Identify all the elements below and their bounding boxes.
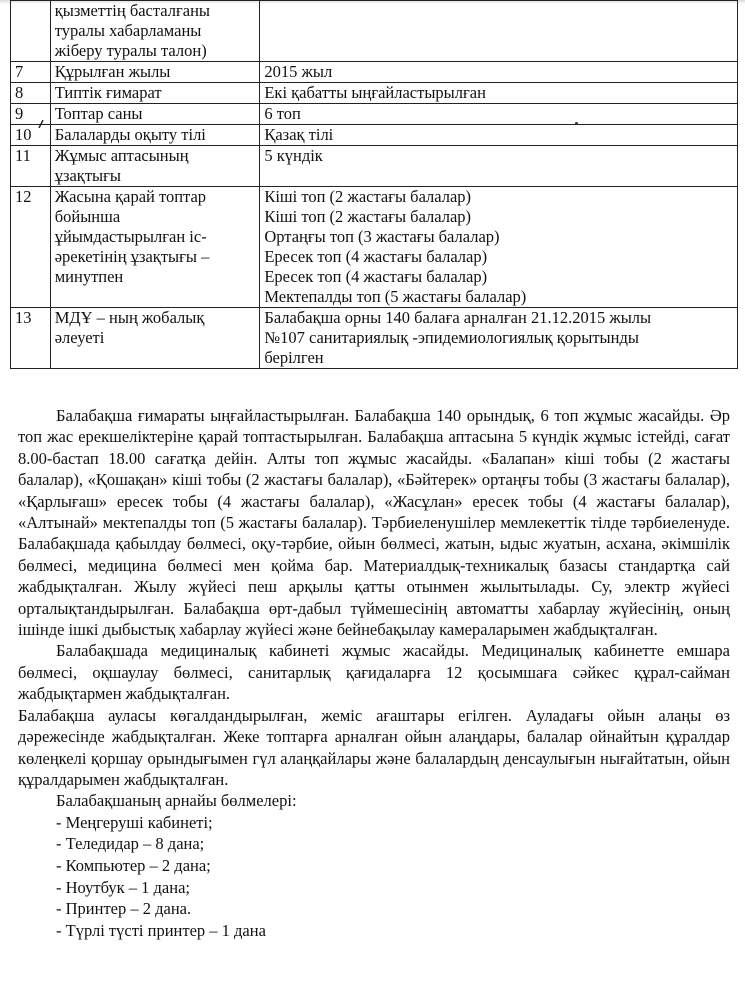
row-value-line: Ортаңғы топ (3 жастағы балалар) (264, 227, 500, 246)
row-label-line: қызметтің басталғаны (54, 1, 210, 20)
row-label-line: Топтар саны (54, 104, 143, 123)
row-value (260, 83, 738, 104)
row-value-line: Мектепалды топ (5 жастағы балалар) (264, 287, 527, 306)
row-number: 11 (11, 146, 51, 187)
rooms-list (18, 812, 730, 942)
row-value-line: Ересек топ (4 жастағы балалар) (264, 247, 488, 266)
row-label-line: ұзақтығы (54, 166, 121, 185)
row-value-line: 6 топ (264, 104, 301, 123)
row-label-line: Жұмыс аптасының (54, 146, 189, 165)
row-label-line: ұйымдастырылған іс- (54, 227, 207, 246)
pen-mark-icon (38, 120, 44, 128)
info-table (10, 0, 738, 369)
row-number: 7 (11, 62, 51, 83)
table-row (11, 62, 738, 83)
row-value (260, 62, 738, 83)
list-item: - Түрлі түсті принтер – 1 дана (56, 920, 266, 940)
row-label-line: минутпен (54, 267, 124, 286)
list-item: - Принтер – 2 дана. (56, 899, 192, 919)
row-value-line: Ересек топ (4 жастағы балалар) (264, 267, 488, 286)
row-value-line: №107 санитариялық -эпидемиологиялық қорытынды (264, 328, 639, 347)
row-value-line: Екі қабатты ыңғайластырылған (264, 83, 486, 102)
paragraph: Балабақша ауласы көгалдандырылған, жеміс ағаштары егілген. Ауладағы ойын алаңы өз дәрежесінде жабдықталған. Жеке топтарға арналған ойын алаңдары, балалар ойнайтын құралдар көлеңкелі қоршау орындығымен гүл алаңқайлары және балалардың денсаулығын нығайтатын, ойын құралдарымен жабдықталған. (18, 705, 730, 789)
row-label (50, 146, 260, 187)
row-value-line: 5 күндік (264, 146, 323, 165)
row-value-line: 2015 жыл (264, 62, 333, 81)
table-row (11, 187, 738, 308)
row-label (50, 62, 260, 83)
row-value-line (264, 1, 733, 21)
row-label-line: әлеуеті (54, 328, 105, 347)
row-value (260, 125, 738, 146)
list-item: - Меңгеруші кабинеті; (56, 812, 213, 832)
paragraph: Балабақшаның арнайы бөлмелері: (56, 791, 297, 811)
row-label-line: әрекетінің ұзақтығы – (54, 247, 210, 266)
row-value-line: Кіші топ (2 жастағы балалар) (264, 187, 472, 206)
row-value-line: Қазақ тілі (264, 125, 334, 144)
row-label-line: Құрылған жылы (54, 62, 171, 81)
ink-dot (575, 122, 578, 125)
row-label (50, 1, 260, 62)
row-value (260, 104, 738, 125)
info-table-body (11, 1, 738, 369)
paragraphs (18, 405, 730, 812)
row-label (50, 104, 260, 125)
row-label-line: МДҰ – ның жобалық (54, 308, 205, 327)
row-label (50, 308, 260, 369)
row-label (50, 83, 260, 104)
row-value (260, 187, 738, 308)
row-label-line: Типтік ғимарат (54, 83, 162, 102)
row-number: 9 (11, 104, 51, 125)
table-row (11, 83, 738, 104)
table-row (11, 125, 738, 146)
row-number (11, 1, 51, 62)
table-row (11, 308, 738, 369)
row-number: 8 (11, 83, 51, 104)
row-value (260, 308, 738, 369)
list-item: - Компьютер – 2 дана; (56, 855, 211, 875)
row-label-line: жіберу туралы талон) (54, 41, 207, 60)
document-body (18, 405, 730, 941)
paragraph: Балабақшада медициналық кабинеті жұмыс жасайды. Медициналық кабинетте емшара бөлмесі, оқшаулау бөлмесі, санитарлық қағидаларға 12 қосымшаға сәйкес құрал-сайман жабдықтармен жабдықталған. (18, 641, 730, 704)
paragraph: Балабақша ғимараты ыңғайластырылған. Балабақша 140 орындық, 6 топ жұмыс жасайды. Әр топ жас ерекшеліктеріне қарай топтастырылған. Балабақша аптасына 5 күндік жұмыс істейді, сағат 8.00-бастап 18.00 сағатқа дейін. Алты топ жұмыс жасайды. «Балапан» кіші тобы (2 жастағы балалар), «Қошақан» кіші тобы (2 жастағы балалар), «Бәйтерек» ортаңғы тобы (3 жастағы балалар), «Қарлығаш» ересек тобы (4 жастағы балалар), «Жасұлан» ересек тобы (4 жастағы балалар), «Алтынай» мектепалды топ (5 жастағы балалар). Тәрбиеленушілер мемлекеттік тілде тәрбиеленуде. Балабақшада қабылдау бөлмесі, оқу-тәрбие, ойын бөлмесі, жатын, ыдыс жуатын, асхана, әкімшілік бөлмесі, медицина бөлмесі мен қойма бар. Материалдық-техникалық базасы стандартқа сай жабдықталған. Жылу жүйесі пеш арқылы қатты отынмен жылытылады. Су, электр жүйесі орталықтандырылған. Балабақша өрт-дабыл түймешесінің автоматты хабарлау жүйесінің, оның ішінде ішкі дыбыстық хабарлау жүйесі және бейнебақылау камераларымен жабдықталған. (18, 406, 730, 640)
row-label (50, 125, 260, 146)
row-number: 10 (11, 125, 51, 146)
row-value (260, 146, 738, 187)
row-number: 13 (11, 308, 51, 369)
row-value-line: Балабақша орны 140 балаға арналған 21.12.2015 жылы (264, 308, 652, 327)
table-row (11, 104, 738, 125)
row-label (50, 187, 260, 308)
row-label-line: Жасына қарай топтар (54, 187, 207, 206)
table-row (11, 146, 738, 187)
row-value-line: Кіші топ (2 жастағы балалар) (264, 207, 472, 226)
list-item: - Ноутбук – 1 дана; (56, 877, 190, 897)
table-row (11, 1, 738, 62)
row-value (260, 1, 738, 62)
list-item: - Теледидар – 8 дана; (56, 834, 205, 854)
row-label-line: Балаларды оқыту тілі (54, 125, 206, 144)
row-label-line: туралы хабарламаны (54, 21, 202, 40)
row-number: 12 (11, 187, 51, 308)
row-label-line: бойынша (54, 207, 121, 226)
row-value-line: берілген (264, 348, 324, 367)
